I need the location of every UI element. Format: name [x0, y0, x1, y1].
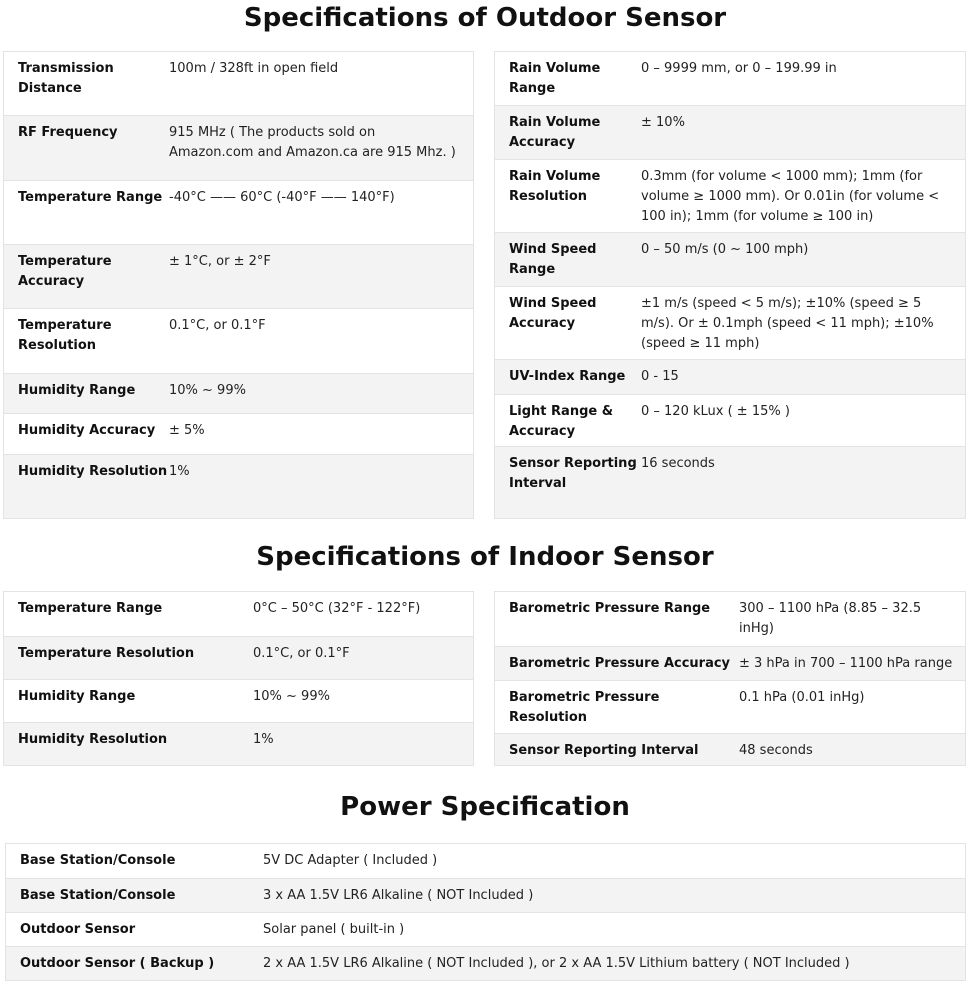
spec-value: 1% — [169, 464, 190, 479]
spec-label: Base Station/Console — [20, 888, 176, 903]
spec-row — [495, 159, 965, 232]
spec-label: Temperature Resolution — [18, 318, 112, 353]
spec-label: Barometric Pressure Range — [509, 601, 711, 616]
spec-row — [495, 680, 965, 733]
spec-value: 100m / 328ft in open field — [169, 61, 339, 76]
spec-row — [495, 592, 965, 646]
indoor-spec-table-left — [3, 591, 474, 766]
spec-value: 48 seconds — [739, 743, 813, 758]
spec-label: Humidity Range — [18, 383, 136, 398]
spec-value: 300 – 1100 hPa (8.85 – 32.5 inHg) — [739, 601, 922, 636]
spec-value: 2 x AA 1.5V LR6 Alkaline ( NOT Included ), or 2 x AA 1.5V Lithium battery ( NOT Included ) — [263, 956, 850, 971]
spec-label: Temperature Resolution — [18, 646, 195, 661]
spec-value: 1% — [253, 732, 274, 747]
spec-row — [6, 878, 965, 912]
spec-label: Base Station/Console — [20, 853, 176, 868]
spec-label: Transmission Distance — [18, 61, 114, 96]
spec-row — [4, 636, 473, 679]
spec-label: Outdoor Sensor ( Backup ) — [20, 956, 215, 971]
spec-value: 16 seconds — [641, 456, 715, 471]
indoor-title: Specifications of Indoor Sensor — [256, 542, 714, 572]
spec-row — [4, 454, 473, 518]
spec-label: Humidity Resolution — [18, 732, 168, 747]
spec-row — [495, 394, 965, 446]
spec-value: Solar panel ( built-in ) — [263, 922, 405, 937]
spec-label: Humidity Range — [18, 689, 136, 704]
spec-row — [4, 413, 473, 454]
spec-row — [4, 180, 473, 244]
outdoor-title: Specifications of Outdoor Sensor — [243, 3, 727, 33]
spec-value: ± 5% — [169, 423, 205, 438]
spec-value: 0.1°C, or 0.1°F — [169, 318, 266, 333]
spec-label: Sensor Reporting Interval — [509, 743, 699, 758]
spec-label: Wind Speed Range — [509, 242, 597, 277]
spec-value: 0.1°C, or 0.1°F — [253, 646, 350, 661]
spec-label: UV-Index Range — [509, 369, 626, 384]
spec-value: 5V DC Adapter ( Included ) — [263, 853, 438, 868]
spec-row — [495, 446, 965, 518]
spec-label: Sensor Reporting Interval — [509, 456, 637, 491]
spec-row — [4, 679, 473, 722]
spec-label: Outdoor Sensor — [20, 922, 136, 937]
outdoor-spec-table-left — [3, 51, 474, 519]
spec-label: Rain Volume Accuracy — [509, 115, 601, 150]
spec-value: ± 1°C, or ± 2°F — [169, 254, 271, 269]
spec-row — [495, 286, 965, 359]
spec-value: 0 – 120 kLux ( ± 15% ) — [641, 404, 790, 419]
spec-value: 0.3mm (for volume < 1000 mm); 1mm (for volume ≥ 1000 mm). Or 0.01in (for volume < 100 in); 1mm (for volume ≥ 100 in) — [641, 169, 940, 224]
spec-value: 0 - 15 — [641, 369, 679, 384]
spec-row — [6, 844, 965, 878]
spec-row — [4, 722, 473, 765]
spec-label: Temperature Range — [18, 190, 163, 205]
spec-label: Rain Volume Range — [509, 61, 601, 96]
spec-row — [495, 646, 965, 680]
spec-row — [495, 105, 965, 159]
spec-row — [495, 359, 965, 394]
spec-value: ± 3 hPa in 700 – 1100 hPa range — [739, 656, 953, 671]
spec-value: 10% ~ 99% — [253, 689, 330, 704]
spec-label: Light Range & Accuracy — [509, 404, 614, 439]
spec-row — [4, 308, 473, 373]
spec-value: 915 MHz ( The products sold on Amazon.com and Amazon.ca are 915 Mhz. ) — [169, 125, 456, 160]
spec-row — [495, 52, 965, 105]
spec-row — [4, 244, 473, 308]
spec-value: ± 10% — [641, 115, 685, 130]
spec-row — [4, 592, 473, 636]
spec-label: Barometric Pressure Accuracy — [509, 656, 731, 671]
spec-label: Rain Volume Resolution — [509, 169, 601, 204]
spec-value: ±1 m/s (speed < 5 m/s); ±10% (speed ≥ 5 m/s). Or ± 0.1mph (speed < 11 mph); ±10% (speed ≥ 11 mph) — [641, 296, 934, 351]
power-spec-table — [5, 843, 966, 981]
spec-row — [6, 946, 965, 980]
spec-value: 0 – 9999 mm, or 0 – 199.99 in — [641, 61, 837, 76]
spec-value: 0 – 50 m/s (0 ~ 100 mph) — [641, 242, 809, 257]
spec-label: Humidity Accuracy — [18, 423, 156, 438]
spec-row — [495, 232, 965, 286]
outdoor-spec-table-right — [494, 51, 966, 519]
power-title: Power Specification — [340, 792, 630, 822]
indoor-spec-table-right — [494, 591, 966, 766]
spec-label: Wind Speed Accuracy — [509, 296, 597, 331]
spec-label: Barometric Pressure Resolution — [509, 690, 660, 725]
spec-value: -40°C —— 60°C (-40°F —— 140°F) — [169, 190, 395, 205]
spec-label: RF Frequency — [18, 125, 118, 140]
spec-row — [4, 52, 473, 115]
spec-value: 10% ~ 99% — [169, 383, 246, 398]
spec-row — [4, 373, 473, 413]
spec-value: 0°C – 50°C (32°F - 122°F) — [253, 601, 421, 616]
spec-value: 3 x AA 1.5V LR6 Alkaline ( NOT Included ) — [263, 888, 534, 903]
spec-label: Temperature Range — [18, 601, 163, 616]
spec-label: Temperature Accuracy — [18, 254, 112, 289]
spec-value: 0.1 hPa (0.01 inHg) — [739, 690, 865, 705]
spec-row — [495, 733, 965, 765]
spec-row — [6, 912, 965, 946]
spec-label: Humidity Resolution — [18, 464, 168, 479]
spec-row — [4, 115, 473, 180]
